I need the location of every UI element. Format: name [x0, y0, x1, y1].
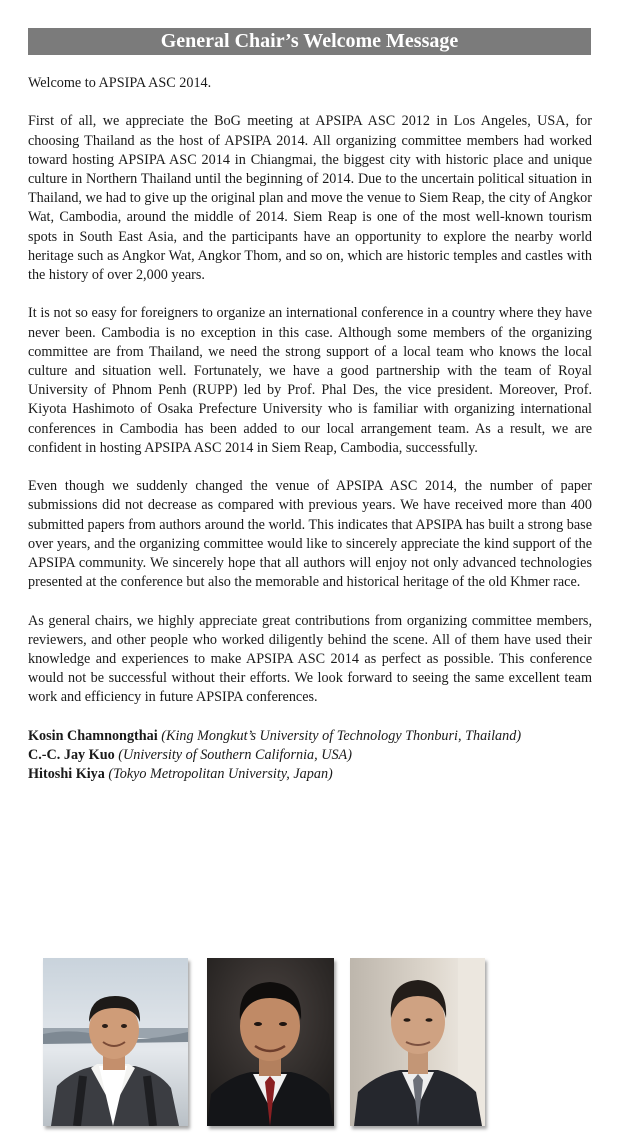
chair-name: Kosin Chamnongthai — [28, 727, 158, 744]
chair-affiliation: (King Mongkut’s University of Technology Thonburi, Thailand) — [161, 727, 522, 744]
general-chairs-list — [28, 727, 592, 785]
chair-affiliation: (University of Southern California, USA) — [118, 747, 352, 764]
chair-name: Hitoshi Kiya — [28, 766, 105, 783]
chair-photos — [0, 958, 626, 1128]
page-title: General Chair’s Welcome Message — [28, 28, 591, 55]
paragraph-local-team: It is not so easy for foreigners to organize an international conference in a country where they have never been. Cambodia is no exception in this case. Although some members of the organizing committee are from Thailand, we need the strong support of a local team who knows the local culture and situation well. Fortunately, we have a good partnership with the team of Royal University of Phnom Penh (RUPP) led by Prof. Phal Des, the vice president. Moreover, Prof. Kiyota Hashimoto of Osaka Prefecture University who is familiar with organizing international conferences in Cambodia has been added to our local arrangement team. As a result, we are confident in hosting APSIPA ASC 2014 in Siem Reap, Cambodia, successfully. — [28, 305, 592, 456]
paragraph-submissions: Even though we suddenly changed the venue of APSIPA ASC 2014, the number of paper submissions did not decrease as compared with previous years. We have received more than 400 submitted papers from authors around the world. This indicates that APSIPA has built a strong base over years, and the organizing committee would like to sincerely appreciate the kind support of the APSIPA community. We sincerely hope that all authors will enjoy not only advanced technologies presented at the conference but also the memorable and historical heritage of the old Khmer race. — [28, 478, 592, 591]
chair-entry — [28, 727, 592, 746]
paragraph-greeting: Welcome to APSIPA ASC 2014. — [28, 75, 212, 91]
chair-photo-1 — [43, 958, 188, 1126]
chair-entry — [28, 746, 592, 765]
chair-affiliation: (Tokyo Metropolitan University, Japan) — [108, 766, 333, 783]
paragraph-venue: First of all, we appreciate the BoG meeting at APSIPA ASC 2012 in Los Angeles, USA, for choosing Thailand as the host of APSIPA 2014. All organizing committee members had worked toward hosting APSIPA ASC 2014 in Chiangmai, the biggest city with historic place and unique culture in Northern Thailand until the beginning of 2014. Due to the uncertain political situation in Thailand, we had to give up the original plan and move the venue to Siem Reap, the city of Angkor Wat, Cambodia, around the middle of 2014. Siem Reap is one of the most well-known tourism spots in South East Asia, and the participants have an opportunity to explore the nearby world heritage such as Angkor Wat, Angkor Thom, and so on, which are historic temples and castles with the history of over 2,000 years. — [28, 113, 592, 284]
chair-photo-2 — [207, 958, 334, 1126]
welcome-message-body — [28, 74, 592, 784]
paragraph-thanks: As general chairs, we highly appreciate great contributions from organizing committee members, reviewers, and other people who worked diligently behind the scene. All of them have used their knowledge and experiences to make APSIPA ASC 2014 as perfect as possible. This conference would not be successful without their efforts. We look forward to seeing the same excellent team work and efficiency in future APSIPA conferences. — [28, 612, 592, 706]
chair-photo-3 — [350, 958, 485, 1126]
chair-entry — [28, 765, 592, 784]
chair-name: C.-C. Jay Kuo — [28, 747, 115, 764]
